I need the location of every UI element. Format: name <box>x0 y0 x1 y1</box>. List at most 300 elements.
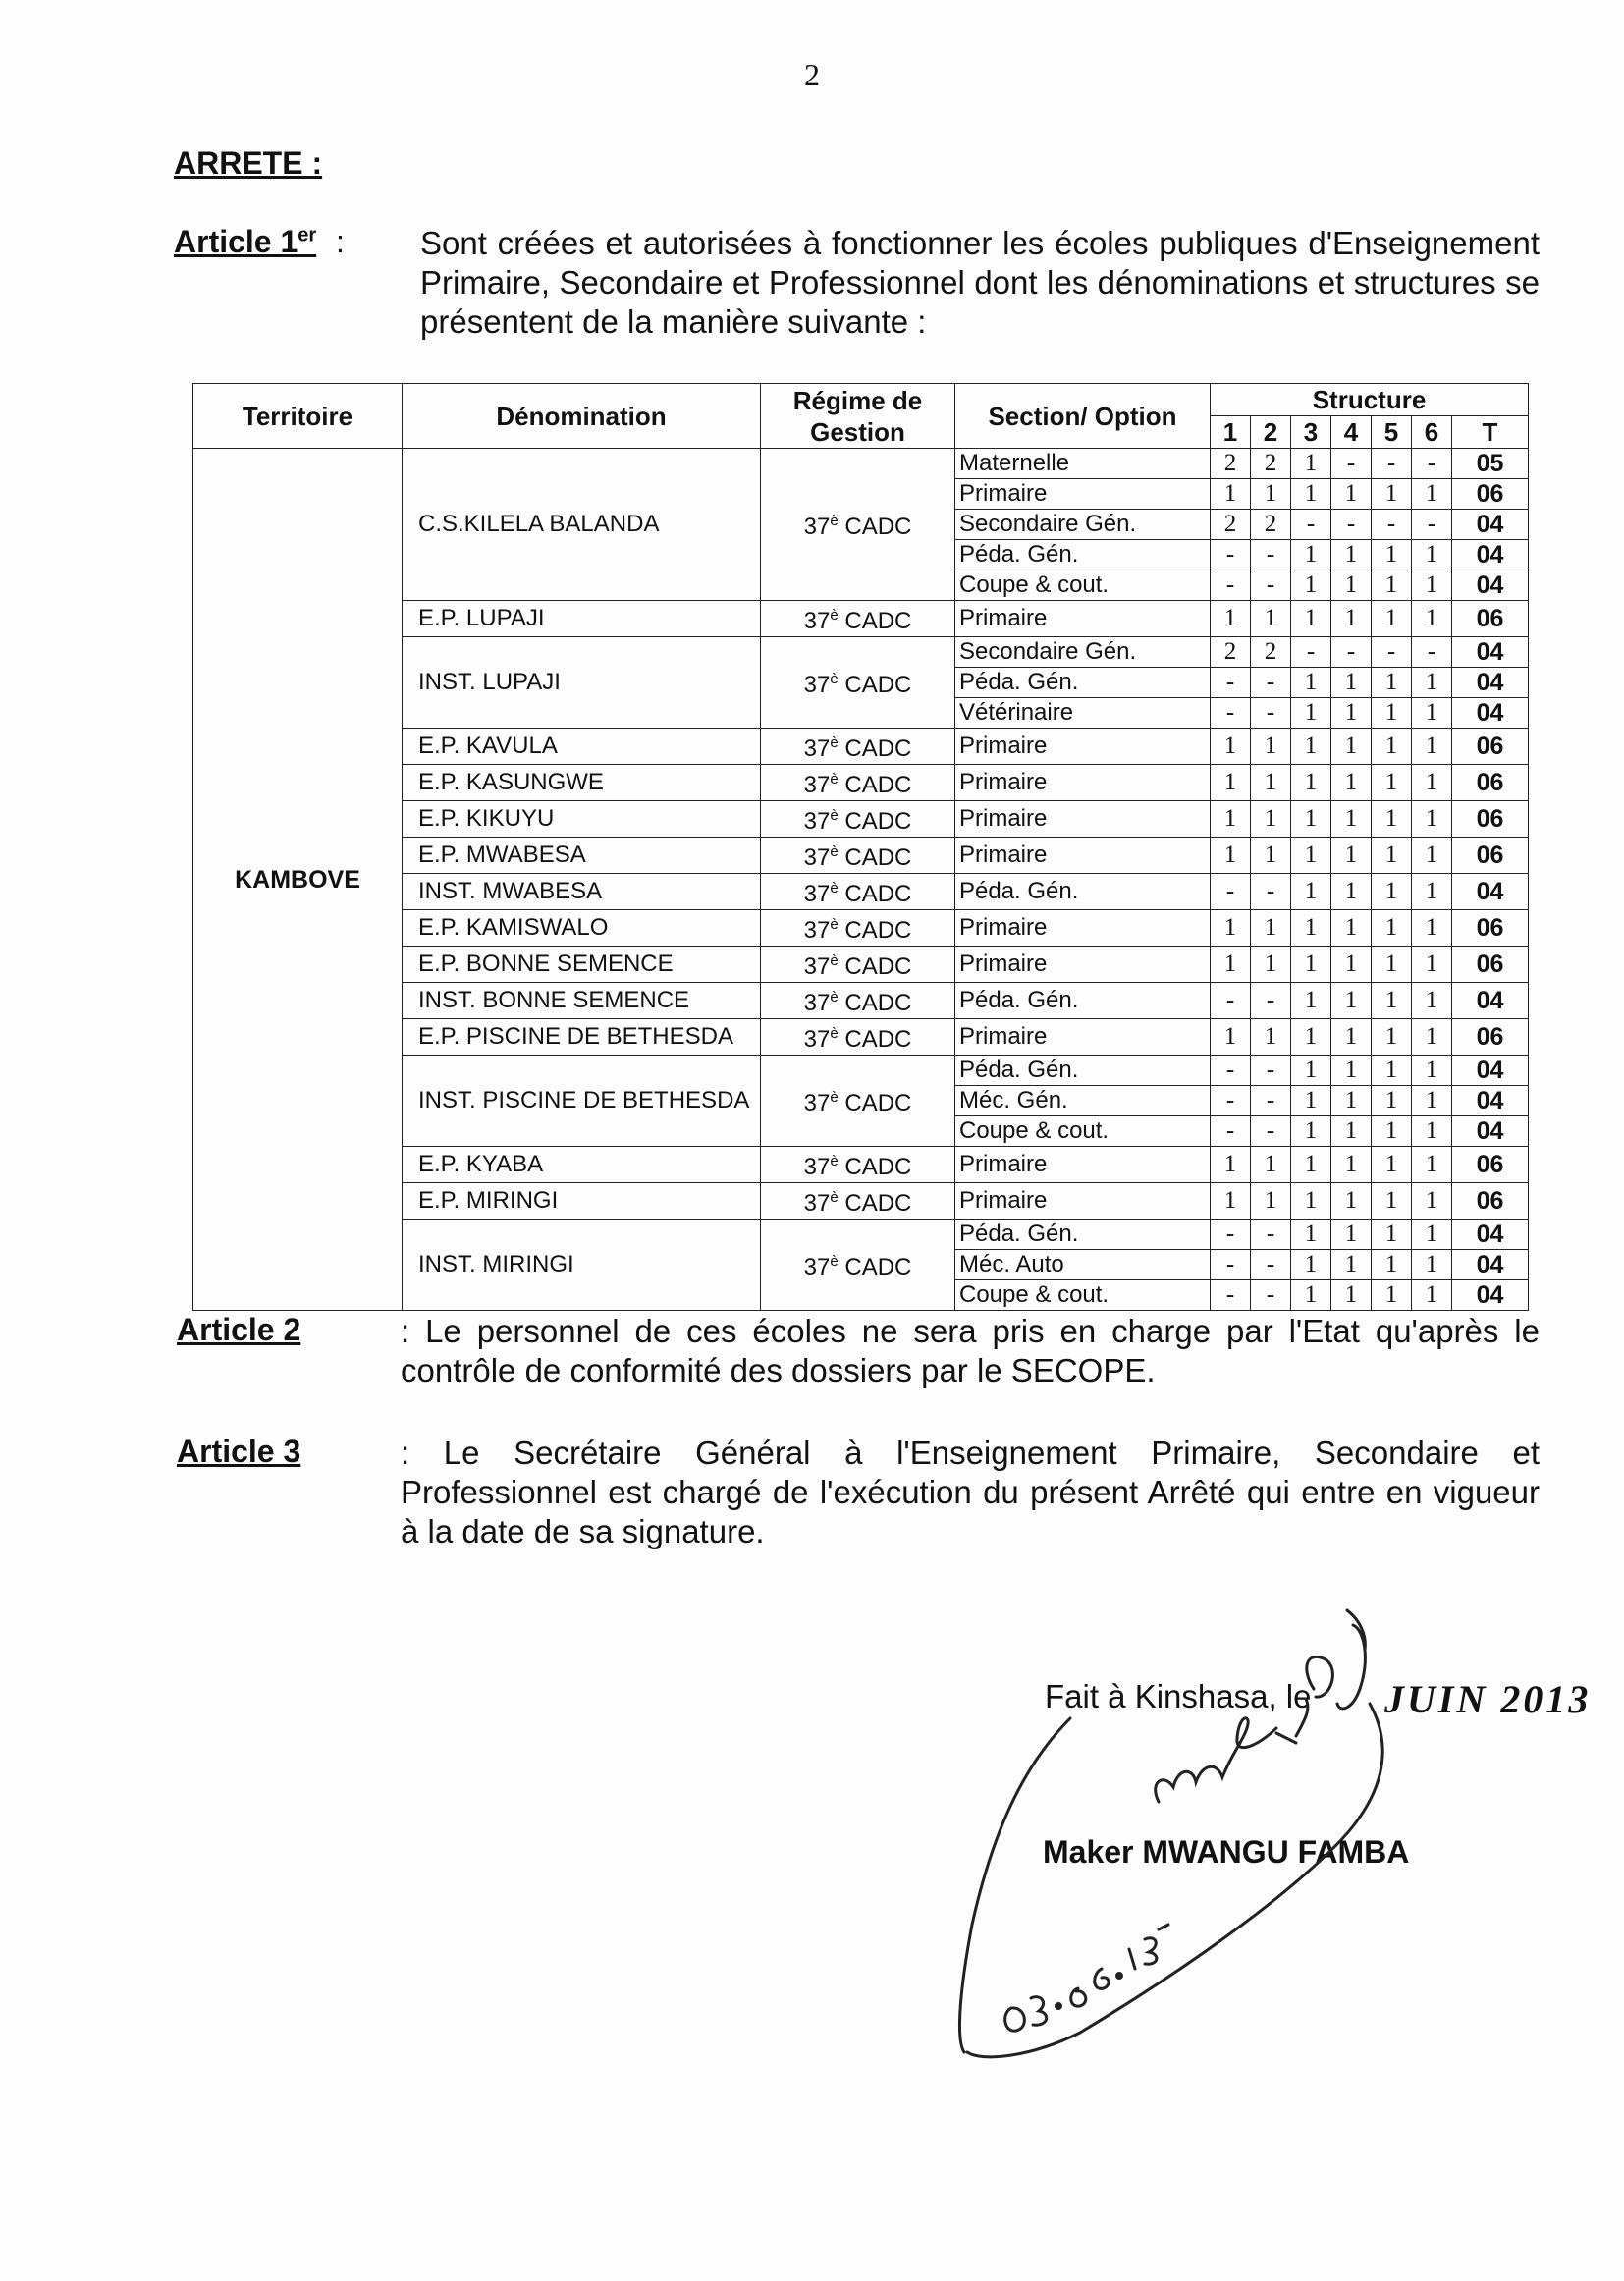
regime-cell <box>761 983 955 1019</box>
structure-cell-2: - <box>1251 540 1291 570</box>
regime-cell <box>761 1147 955 1183</box>
regime-number: 37 <box>803 844 831 871</box>
structure-cell-6: 1 <box>1412 668 1452 698</box>
structure-cell-1: 1 <box>1211 947 1251 983</box>
structure-total: 04 <box>1452 540 1529 570</box>
regime-sup: è <box>830 1189 839 1206</box>
structure-cell-5: 1 <box>1372 765 1412 801</box>
structure-cell-4: 1 <box>1331 1250 1372 1280</box>
structure-cell-4: 1 <box>1331 570 1372 601</box>
section-cell: Primaire <box>955 910 1211 947</box>
structure-cell-1: 1 <box>1211 838 1251 874</box>
school-name: E.P. MWABESA <box>403 838 761 874</box>
structure-cell-5: 1 <box>1372 668 1412 698</box>
header-col-3: 3 <box>1291 416 1331 449</box>
structure-cell-4: 1 <box>1331 479 1372 510</box>
regime-sup: è <box>830 513 839 529</box>
structure-total: 06 <box>1452 801 1529 838</box>
structure-total: 04 <box>1452 983 1529 1019</box>
structure-cell-6: 1 <box>1412 601 1452 637</box>
regime-number: 37 <box>803 1190 831 1217</box>
school-name: INST. MWABESA <box>403 874 761 910</box>
structure-cell-4: 1 <box>1331 1056 1372 1086</box>
regime-sup: è <box>830 952 839 969</box>
section-cell: Primaire <box>955 765 1211 801</box>
article-1-label <box>174 224 316 260</box>
structure-cell-3: 1 <box>1291 1056 1331 1086</box>
regime-cell <box>761 838 955 874</box>
structure-cell-4: - <box>1331 637 1372 668</box>
structure-total: 04 <box>1452 510 1529 540</box>
structure-total: 04 <box>1452 1220 1529 1250</box>
structure-cell-1: - <box>1211 698 1251 729</box>
regime-sup: è <box>830 734 839 751</box>
structure-cell-2: 1 <box>1251 910 1291 947</box>
regime-number: 37 <box>803 1026 831 1053</box>
structure-cell-6: 1 <box>1412 874 1452 910</box>
structure-cell-2: 1 <box>1251 1183 1291 1220</box>
structure-cell-4: 1 <box>1331 765 1372 801</box>
section-cell: Coupe & cout. <box>955 1116 1211 1147</box>
structure-cell-5: 1 <box>1372 1220 1412 1250</box>
structure-total: 06 <box>1452 1183 1529 1220</box>
decree-heading: ARRETE : <box>174 145 323 181</box>
structure-cell-4: 1 <box>1331 1147 1372 1183</box>
regime-sup: è <box>830 1089 839 1106</box>
structure-cell-3: 1 <box>1291 947 1331 983</box>
structure-cell-6: 1 <box>1412 910 1452 947</box>
section-cell: Primaire <box>955 1019 1211 1056</box>
regime-sup: è <box>830 916 839 933</box>
regime-sup: è <box>830 1025 839 1042</box>
structure-cell-6: - <box>1412 637 1452 668</box>
school-name: INST. LUPAJI <box>403 637 761 729</box>
structure-cell-1: - <box>1211 1280 1251 1311</box>
school-name: E.P. BONNE SEMENCE <box>403 947 761 983</box>
school-name: E.P. KAVULA <box>403 729 761 765</box>
structure-cell-4: 1 <box>1331 1116 1372 1147</box>
regime-suffix: CADC <box>838 1154 912 1180</box>
structure-cell-6: 1 <box>1412 1183 1452 1220</box>
section-cell: Vétérinaire <box>955 698 1211 729</box>
regime-suffix: CADC <box>838 990 912 1016</box>
structure-cell-6: 1 <box>1412 1220 1452 1250</box>
regime-number: 37 <box>803 672 831 698</box>
section-cell: Primaire <box>955 947 1211 983</box>
page-number: 2 <box>804 57 820 92</box>
table-row <box>193 449 1529 479</box>
structure-cell-3: 1 <box>1291 1220 1331 1250</box>
structure-cell-6: 1 <box>1412 540 1452 570</box>
structure-cell-2: - <box>1251 1116 1291 1147</box>
structure-cell-4: 1 <box>1331 1019 1372 1056</box>
structure-cell-1: 2 <box>1211 637 1251 668</box>
structure-cell-4: - <box>1331 510 1372 540</box>
structure-total: 04 <box>1452 1116 1529 1147</box>
article-3-text: : Le Secrétaire Général à l'Enseignement Primaire, Secondaire et Professionnel est chargé de l'exécution du présent Arrêté qui entre en vigueur à la date de sa signature. <box>401 1435 1540 1549</box>
header-col-1: 1 <box>1211 416 1251 449</box>
school-name: E.P. PISCINE DE BETHESDA <box>403 1019 761 1056</box>
structure-cell-1: - <box>1211 668 1251 698</box>
structure-cell-2: 1 <box>1251 838 1291 874</box>
regime-suffix: CADC <box>838 514 912 540</box>
structure-total: 05 <box>1452 449 1529 479</box>
structure-cell-3: 1 <box>1291 874 1331 910</box>
section-cell: Péda. Gén. <box>955 983 1211 1019</box>
section-cell: Péda. Gén. <box>955 1056 1211 1086</box>
regime-cell <box>761 637 955 729</box>
structure-cell-1: 1 <box>1211 910 1251 947</box>
structure-cell-4: 1 <box>1331 1086 1372 1116</box>
structure-cell-5: 1 <box>1372 1116 1412 1147</box>
regime-cell <box>761 1220 955 1311</box>
school-name: INST. BONNE SEMENCE <box>403 983 761 1019</box>
structure-cell-1: 1 <box>1211 801 1251 838</box>
structure-cell-3: 1 <box>1291 1116 1331 1147</box>
structure-cell-1: - <box>1211 570 1251 601</box>
header-col-total: T <box>1452 416 1529 449</box>
section-cell: Primaire <box>955 1147 1211 1183</box>
regime-suffix: CADC <box>838 844 912 871</box>
section-cell: Méc. Gén. <box>955 1086 1211 1116</box>
structure-cell-6: 1 <box>1412 801 1452 838</box>
regime-number: 37 <box>803 1154 831 1180</box>
structure-cell-1: 1 <box>1211 1019 1251 1056</box>
structure-cell-3: 1 <box>1291 570 1331 601</box>
structure-cell-5: 1 <box>1372 1183 1412 1220</box>
section-cell: Primaire <box>955 729 1211 765</box>
regime-cell <box>761 947 955 983</box>
regime-suffix: CADC <box>838 608 912 634</box>
structure-cell-4: 1 <box>1331 601 1372 637</box>
structure-cell-6: 1 <box>1412 698 1452 729</box>
structure-cell-2: 1 <box>1251 601 1291 637</box>
structure-total: 04 <box>1452 1250 1529 1280</box>
structure-total: 06 <box>1452 479 1529 510</box>
regime-cell <box>761 601 955 637</box>
structure-cell-1: 2 <box>1211 510 1251 540</box>
structure-cell-6: 1 <box>1412 1019 1452 1056</box>
school-name: E.P. KIKUYU <box>403 801 761 838</box>
structure-cell-5: 1 <box>1372 1250 1412 1280</box>
regime-suffix: CADC <box>838 1026 912 1053</box>
regime-sup: è <box>830 1153 839 1169</box>
header-denomination: Dénomination <box>403 384 761 449</box>
structure-cell-4: 1 <box>1331 838 1372 874</box>
structure-cell-3: 1 <box>1291 801 1331 838</box>
structure-cell-3: 1 <box>1291 1183 1331 1220</box>
regime-cell <box>761 910 955 947</box>
section-cell: Méc. Auto <box>955 1250 1211 1280</box>
structure-cell-4: 1 <box>1331 729 1372 765</box>
structure-cell-1: - <box>1211 874 1251 910</box>
structure-cell-2: - <box>1251 1280 1291 1311</box>
structure-cell-2: 1 <box>1251 729 1291 765</box>
regime-suffix: CADC <box>838 881 912 907</box>
structure-cell-2: - <box>1251 1056 1291 1086</box>
school-name: INST. PISCINE DE BETHESDA <box>403 1056 761 1147</box>
regime-number: 37 <box>803 1090 831 1116</box>
article-1-colon: : <box>336 224 345 259</box>
regime-suffix: CADC <box>838 1090 912 1116</box>
structure-cell-3: - <box>1291 637 1331 668</box>
structure-cell-5: 1 <box>1372 1056 1412 1086</box>
structure-cell-3: 1 <box>1291 479 1331 510</box>
regime-sup: è <box>830 989 839 1005</box>
regime-sup: è <box>830 807 839 824</box>
structure-cell-5: 1 <box>1372 1280 1412 1311</box>
structure-cell-4: 1 <box>1331 983 1372 1019</box>
structure-cell-1: 1 <box>1211 1183 1251 1220</box>
structure-cell-2: - <box>1251 983 1291 1019</box>
structure-cell-4: 1 <box>1331 910 1372 947</box>
structure-cell-6: 1 <box>1412 1250 1452 1280</box>
regime-suffix: CADC <box>838 808 912 835</box>
regime-number: 37 <box>803 808 831 835</box>
regime-sup: è <box>830 607 839 624</box>
structure-cell-2: 1 <box>1251 1019 1291 1056</box>
structure-cell-2: - <box>1251 1220 1291 1250</box>
structure-cell-3: 1 <box>1291 1086 1331 1116</box>
structure-cell-5: 1 <box>1372 910 1412 947</box>
regime-sup: è <box>830 771 839 787</box>
structure-total: 06 <box>1452 1147 1529 1183</box>
regime-cell <box>761 449 955 601</box>
structure-cell-6: 1 <box>1412 1280 1452 1311</box>
regime-number: 37 <box>803 514 831 540</box>
structure-cell-1: 1 <box>1211 729 1251 765</box>
school-name: E.P. KAMISWALO <box>403 910 761 947</box>
regime-suffix: CADC <box>838 672 912 698</box>
section-cell: Péda. Gén. <box>955 1220 1211 1250</box>
section-cell: Péda. Gén. <box>955 668 1211 698</box>
article-1-label-sup: er <box>298 224 317 246</box>
structure-cell-3: 1 <box>1291 698 1331 729</box>
structure-cell-5: - <box>1372 510 1412 540</box>
structure-cell-2: 1 <box>1251 947 1291 983</box>
regime-suffix: CADC <box>838 1190 912 1217</box>
regime-cell <box>761 729 955 765</box>
structure-cell-3: 1 <box>1291 1250 1331 1280</box>
regime-sup: è <box>830 671 839 687</box>
regime-sup: è <box>830 1253 839 1270</box>
structure-cell-6: 1 <box>1412 765 1452 801</box>
structure-cell-6: 1 <box>1412 983 1452 1019</box>
structure-cell-2: 1 <box>1251 765 1291 801</box>
regime-number: 37 <box>803 1254 831 1280</box>
structure-cell-2: 2 <box>1251 637 1291 668</box>
structure-cell-6: 1 <box>1412 729 1452 765</box>
structure-total: 04 <box>1452 1086 1529 1116</box>
regime-suffix: CADC <box>838 772 912 798</box>
regime-cell <box>761 1056 955 1147</box>
regime-cell <box>761 801 955 838</box>
structure-cell-3: 1 <box>1291 765 1331 801</box>
structure-cell-3: 1 <box>1291 1280 1331 1311</box>
structure-cell-2: - <box>1251 1086 1291 1116</box>
school-name: E.P. LUPAJI <box>403 601 761 637</box>
structure-cell-5: 1 <box>1372 947 1412 983</box>
structure-cell-1: 2 <box>1211 449 1251 479</box>
signature-date-stamp: JUIN 2013 <box>1384 1677 1592 1721</box>
article-2-text: : Le personnel de ces écoles ne sera pris en charge par l'Etat qu'après le contrôle de conformité des dossiers par le SECOPE. <box>401 1313 1540 1388</box>
school-name: E.P. KASUNGWE <box>403 765 761 801</box>
structure-cell-3: 1 <box>1291 601 1331 637</box>
structure-cell-5: 1 <box>1372 1147 1412 1183</box>
section-cell: Maternelle <box>955 449 1211 479</box>
structure-cell-3: 1 <box>1291 838 1331 874</box>
structure-cell-2: 2 <box>1251 510 1291 540</box>
structure-cell-5: 1 <box>1372 801 1412 838</box>
structure-cell-3: 1 <box>1291 668 1331 698</box>
regime-number: 37 <box>803 772 831 798</box>
school-name: INST. MIRINGI <box>403 1220 761 1311</box>
structure-cell-4: - <box>1331 449 1372 479</box>
section-cell: Péda. Gén. <box>955 874 1211 910</box>
structure-cell-5: 1 <box>1372 729 1412 765</box>
structure-cell-5: - <box>1372 449 1412 479</box>
structure-cell-6: 1 <box>1412 1086 1452 1116</box>
regime-number: 37 <box>803 735 831 762</box>
regime-sup: è <box>830 843 839 860</box>
structure-total: 04 <box>1452 570 1529 601</box>
structure-cell-3: 1 <box>1291 983 1331 1019</box>
structure-cell-4: 1 <box>1331 698 1372 729</box>
regime-number: 37 <box>803 608 831 634</box>
structure-cell-1: - <box>1211 983 1251 1019</box>
structure-cell-6: 1 <box>1412 1147 1452 1183</box>
structure-cell-5: 1 <box>1372 540 1412 570</box>
structure-cell-1: - <box>1211 1116 1251 1147</box>
signature-place: Fait à Kinshasa, le <box>1045 1678 1312 1714</box>
structure-cell-5: 1 <box>1372 983 1412 1019</box>
structure-cell-6: 1 <box>1412 1116 1452 1147</box>
schools-table <box>192 383 1529 1311</box>
regime-suffix: CADC <box>838 953 912 980</box>
structure-cell-1: 1 <box>1211 601 1251 637</box>
structure-cell-5: 1 <box>1372 570 1412 601</box>
structure-cell-4: 1 <box>1331 947 1372 983</box>
structure-cell-1: - <box>1211 1250 1251 1280</box>
structure-total: 06 <box>1452 729 1529 765</box>
structure-cell-5: 1 <box>1372 1019 1412 1056</box>
section-cell: Coupe & cout. <box>955 1280 1211 1311</box>
structure-cell-5: 1 <box>1372 838 1412 874</box>
structure-cell-3: 1 <box>1291 910 1331 947</box>
structure-cell-2: - <box>1251 874 1291 910</box>
structure-cell-1: 1 <box>1211 479 1251 510</box>
structure-cell-6: 1 <box>1412 838 1452 874</box>
regime-number: 37 <box>803 990 831 1016</box>
structure-cell-3: 1 <box>1291 449 1331 479</box>
structure-total: 04 <box>1452 1280 1529 1311</box>
section-cell: Péda. Gén. <box>955 540 1211 570</box>
structure-cell-1: - <box>1211 1086 1251 1116</box>
article-1-label-text: Article 1 <box>174 224 298 259</box>
structure-cell-4: 1 <box>1331 874 1372 910</box>
structure-total: 06 <box>1452 910 1529 947</box>
header-col-6: 6 <box>1412 416 1452 449</box>
structure-total: 06 <box>1452 947 1529 983</box>
structure-cell-2: 2 <box>1251 449 1291 479</box>
structure-cell-5: 1 <box>1372 874 1412 910</box>
structure-cell-6: 1 <box>1412 947 1452 983</box>
article-3-label: Article 3 <box>177 1434 301 1469</box>
structure-cell-3: - <box>1291 510 1331 540</box>
territoire-cell: KAMBOVE <box>193 449 403 1311</box>
structure-cell-1: - <box>1211 540 1251 570</box>
structure-cell-2: - <box>1251 1250 1291 1280</box>
structure-cell-3: 1 <box>1291 540 1331 570</box>
header-col-5: 5 <box>1372 416 1412 449</box>
section-cell: Primaire <box>955 1183 1211 1220</box>
regime-suffix: CADC <box>838 917 912 944</box>
school-name: E.P. MIRINGI <box>403 1183 761 1220</box>
structure-cell-6: - <box>1412 510 1452 540</box>
section-cell: Secondaire Gén. <box>955 510 1211 540</box>
structure-cell-4: 1 <box>1331 1220 1372 1250</box>
section-cell: Primaire <box>955 801 1211 838</box>
header-col-2: 2 <box>1251 416 1291 449</box>
structure-cell-4: 1 <box>1331 1183 1372 1220</box>
structure-cell-5: 1 <box>1372 1086 1412 1116</box>
structure-cell-4: 1 <box>1331 668 1372 698</box>
structure-cell-6: - <box>1412 449 1452 479</box>
structure-total: 04 <box>1452 637 1529 668</box>
section-cell: Primaire <box>955 479 1211 510</box>
structure-cell-2: 1 <box>1251 1147 1291 1183</box>
regime-number: 37 <box>803 881 831 907</box>
section-cell: Secondaire Gén. <box>955 637 1211 668</box>
school-name: C.S.KILELA BALANDA <box>403 449 761 601</box>
structure-cell-6: 1 <box>1412 479 1452 510</box>
structure-total: 04 <box>1452 668 1529 698</box>
structure-cell-4: 1 <box>1331 1280 1372 1311</box>
regime-suffix: CADC <box>838 1254 912 1280</box>
regime-number: 37 <box>803 917 831 944</box>
structure-cell-1: 1 <box>1211 1147 1251 1183</box>
section-cell: Primaire <box>955 838 1211 874</box>
structure-cell-2: - <box>1251 668 1291 698</box>
structure-cell-6: 1 <box>1412 570 1452 601</box>
structure-cell-3: 1 <box>1291 729 1331 765</box>
structure-cell-4: 1 <box>1331 540 1372 570</box>
structure-total: 06 <box>1452 601 1529 637</box>
section-cell: Coupe & cout. <box>955 570 1211 601</box>
regime-cell <box>761 1019 955 1056</box>
regime-cell <box>761 1183 955 1220</box>
structure-total: 06 <box>1452 838 1529 874</box>
structure-cell-5: - <box>1372 637 1412 668</box>
signatory-name: Maker MWANGU FAMBA <box>1043 1834 1410 1870</box>
article-2-label: Article 2 <box>177 1312 301 1347</box>
regime-cell <box>761 874 955 910</box>
structure-cell-1: - <box>1211 1220 1251 1250</box>
structure-cell-2: 1 <box>1251 479 1291 510</box>
structure-cell-3: 1 <box>1291 1019 1331 1056</box>
header-col-4: 4 <box>1331 416 1372 449</box>
header-territoire: Territoire <box>193 384 403 449</box>
section-cell: Primaire <box>955 601 1211 637</box>
structure-cell-6: 1 <box>1412 1056 1452 1086</box>
structure-cell-1: - <box>1211 1056 1251 1086</box>
structure-cell-5: 1 <box>1372 601 1412 637</box>
structure-cell-3: 1 <box>1291 1147 1331 1183</box>
header-regime: Régime de Gestion <box>761 384 955 449</box>
structure-cell-2: - <box>1251 698 1291 729</box>
structure-total: 04 <box>1452 1056 1529 1086</box>
structure-total: 06 <box>1452 765 1529 801</box>
